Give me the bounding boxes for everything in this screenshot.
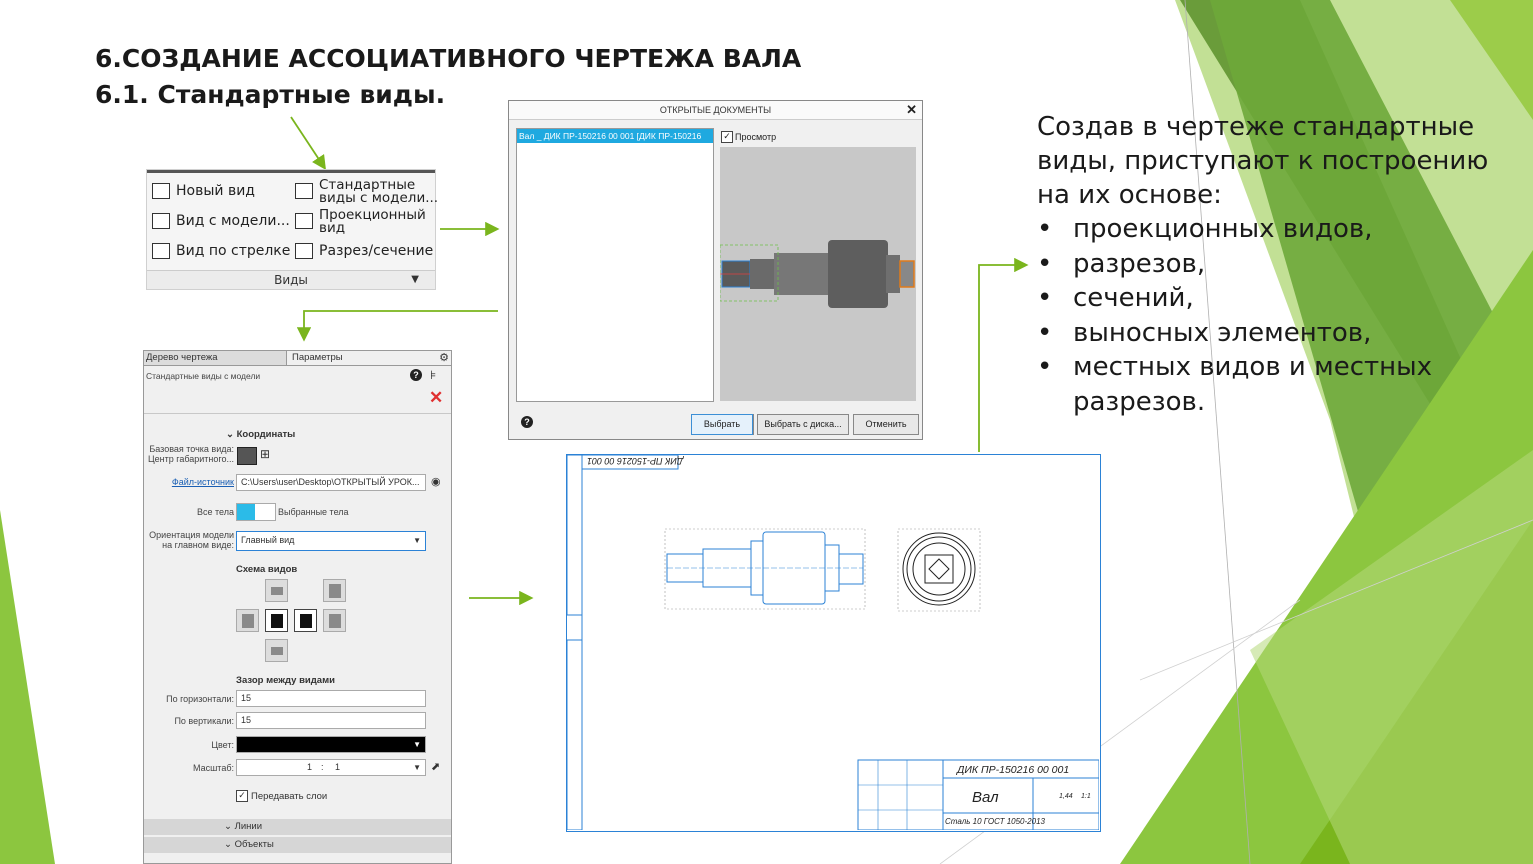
schema-right-view-button[interactable] xyxy=(236,609,259,632)
file-source-field[interactable]: C:\Users\user\Desktop\ОТКРЫТЫЙ УРОК... xyxy=(236,474,426,491)
list-item: • сечений, xyxy=(1037,283,1194,313)
views-ribbon-panel xyxy=(147,170,439,289)
orientation-label xyxy=(146,530,234,550)
mass-text: 1,44 xyxy=(1059,793,1073,800)
list-item: • выносных элементов, xyxy=(1037,317,1372,348)
section-icon xyxy=(295,243,313,259)
arrow-view-icon xyxy=(152,243,170,259)
ribbon-dropdown-icon[interactable]: ▼ xyxy=(411,274,419,285)
vertical-label: По вертикали: xyxy=(174,716,234,726)
section-button[interactable] xyxy=(295,243,433,259)
coords-section-label: Координаты xyxy=(236,429,296,440)
orientation-label-1: Ориентация модели xyxy=(149,530,234,540)
projection-view-label-2: вид xyxy=(319,220,346,236)
schema-iso-view-button[interactable] xyxy=(323,579,346,602)
all-bodies-label: Все тела xyxy=(197,507,234,517)
horizontal-label: По горизонтали: xyxy=(166,694,234,704)
base-point-label xyxy=(146,444,234,464)
coords-section-header[interactable]: ⌄ Координаты xyxy=(226,429,296,440)
list-item: • разрезов, xyxy=(1037,248,1206,279)
tab-parameters[interactable]: Параметры xyxy=(290,351,432,365)
schema-bottom-view-button[interactable] xyxy=(265,639,288,662)
close-icon[interactable]: ✕ xyxy=(906,102,917,117)
drawing-sheet xyxy=(566,454,1101,832)
tab-drawing-tree[interactable]: Дерево чертежа xyxy=(144,351,287,365)
cancel-button[interactable]: Отменить xyxy=(853,414,919,435)
view-from-model-label: Вид с модели... xyxy=(176,213,290,229)
preview-label: Просмотр xyxy=(735,132,777,142)
eye-off-icon[interactable]: ◉ xyxy=(431,476,441,488)
objects-section-header[interactable]: ⌄ Объекты xyxy=(144,837,451,853)
chevron-down-icon: ▼ xyxy=(413,763,421,772)
view-from-model-icon xyxy=(152,213,170,229)
view-from-model-button[interactable] xyxy=(152,213,290,229)
arrow-view-label: Вид по стрелке xyxy=(176,243,291,259)
orientation-label-2: на главном виде: xyxy=(162,540,234,550)
standard-views-icon xyxy=(295,183,313,199)
description-list xyxy=(1037,212,1473,419)
slide-title: 6.СОЗДАНИЕ АССОЦИАТИВНОГО ЧЕРТЕЖА ВАЛА xyxy=(95,44,802,73)
transfer-layers-label: Передавать слои xyxy=(251,790,328,802)
ribbon-group-footer xyxy=(147,270,435,289)
list-item-text: местных видов и местных разрезов. xyxy=(1073,352,1433,417)
standard-views-label-1: Стандартные xyxy=(319,177,416,193)
scale-numerator: 1 xyxy=(307,762,313,772)
base-point-center-icon[interactable] xyxy=(237,447,257,465)
lines-section-header[interactable]: ⌄ Линии xyxy=(144,819,451,835)
new-view-button[interactable] xyxy=(152,183,255,199)
panel-tabs xyxy=(144,351,451,366)
orientation-select[interactable] xyxy=(236,531,426,551)
documents-list[interactable] xyxy=(516,128,714,402)
vertical-gap-input[interactable]: 15 xyxy=(236,712,426,729)
material-text: Сталь 10 ГОСТ 1050-2013 xyxy=(945,817,1045,826)
objects-section-label: Объекты xyxy=(234,839,274,850)
divider xyxy=(144,413,451,414)
dialog-title: ОТКРЫТЫЕ ДОКУМЕНТЫ xyxy=(509,101,922,120)
list-item-text: разрезов, xyxy=(1073,248,1206,279)
close-icon[interactable]: ✕ xyxy=(429,388,444,407)
description-text: Создав в чертеже стандартные виды, приступают к построению на их основе: xyxy=(1037,112,1489,210)
part-name: Вал xyxy=(972,789,999,806)
pick-icon[interactable]: ⬈ xyxy=(431,761,441,773)
standard-views-button[interactable] xyxy=(295,179,438,205)
standard-views-label-2: виды с модели... xyxy=(319,190,439,206)
scale-separator: : xyxy=(321,762,324,772)
select-button[interactable]: Выбрать xyxy=(691,414,753,435)
schema-main-view-button[interactable] xyxy=(265,609,288,632)
section-label: Разрез/сечение xyxy=(319,243,434,259)
new-view-label: Новый вид xyxy=(176,183,255,199)
color-select[interactable] xyxy=(236,736,426,753)
scale-text: 1:1 xyxy=(1081,793,1091,800)
new-view-icon xyxy=(152,183,170,199)
help-circle-icon[interactable]: ? xyxy=(521,416,533,428)
horizontal-gap-input[interactable]: 15 xyxy=(236,690,426,707)
selected-bodies-label: Выбранные тела xyxy=(278,507,349,517)
preview-checkbox[interactable] xyxy=(721,131,776,143)
panel-subtitle: Стандартные виды с модели xyxy=(146,371,261,381)
schema-section-label: Схема видов xyxy=(236,564,298,575)
scale-label: Масштаб: xyxy=(192,763,234,773)
list-item: • проекционных видов, xyxy=(1037,214,1373,244)
select-from-disk-button[interactable]: Выбрать с диска... xyxy=(757,414,849,435)
checkbox-checked-icon[interactable]: ✓ xyxy=(236,790,248,802)
list-item-selected[interactable]: Вал _ ДИК ПР-150216 00 001 [ДИК ПР-150216 xyxy=(517,129,713,143)
transfer-layers-checkbox[interactable] xyxy=(236,790,327,802)
base-point-label-2: Центр габаритного... xyxy=(147,454,234,464)
schema-rear-view-button[interactable] xyxy=(323,609,346,632)
corner-stamp-code: ДИК ПР-150216 00 001 xyxy=(587,456,684,466)
list-item-text: сечений, xyxy=(1073,283,1194,313)
lines-section-label: Линии xyxy=(234,821,263,832)
color-label: Цвет: xyxy=(211,740,234,750)
list-item-text: выносных элементов, xyxy=(1073,317,1372,348)
orientation-value: Главный вид xyxy=(241,535,295,545)
scale-select[interactable] xyxy=(236,759,426,776)
projection-view-icon xyxy=(295,213,313,229)
open-documents-dialog xyxy=(508,100,923,440)
tree-icon[interactable]: ⊧ xyxy=(430,368,437,382)
arrow-view-button[interactable] xyxy=(152,243,290,259)
chevron-down-icon: ▼ xyxy=(413,740,421,749)
projection-view-label-1: Проекционный xyxy=(319,207,426,223)
base-point-corner-icon[interactable]: ⊞ xyxy=(260,447,271,461)
list-item: • местных видов и местных разрезов. xyxy=(1037,352,1433,417)
model-preview xyxy=(720,147,916,401)
list-item-text: проекционных видов, xyxy=(1073,214,1373,244)
scale-denominator: 1 xyxy=(335,762,341,772)
gear-icon[interactable]: ⚙ xyxy=(439,352,449,364)
bodies-toggle[interactable] xyxy=(236,503,276,521)
schema-top-view-button[interactable] xyxy=(265,579,288,602)
chevron-down-icon: ▼ xyxy=(413,536,421,545)
stamp-code: ДИК ПР-150216 00 001 xyxy=(957,764,1070,776)
parameters-panel xyxy=(143,350,452,864)
base-point-label-1: Базовая точка вида: xyxy=(149,444,234,454)
slide-subtitle: 6.1. Стандартные виды. xyxy=(95,80,446,109)
checkbox-checked-icon[interactable]: ✓ xyxy=(721,131,733,143)
file-source-link[interactable]: Файл-источник xyxy=(171,477,234,487)
schema-left-view-button[interactable] xyxy=(294,609,317,632)
ribbon-group-label: Виды xyxy=(274,273,308,287)
projection-view-button[interactable] xyxy=(295,209,426,235)
gap-section-label: Зазор между видами xyxy=(236,675,335,686)
help-circle-icon[interactable]: ? xyxy=(410,369,422,381)
shaft-3d-preview-icon xyxy=(720,147,916,401)
